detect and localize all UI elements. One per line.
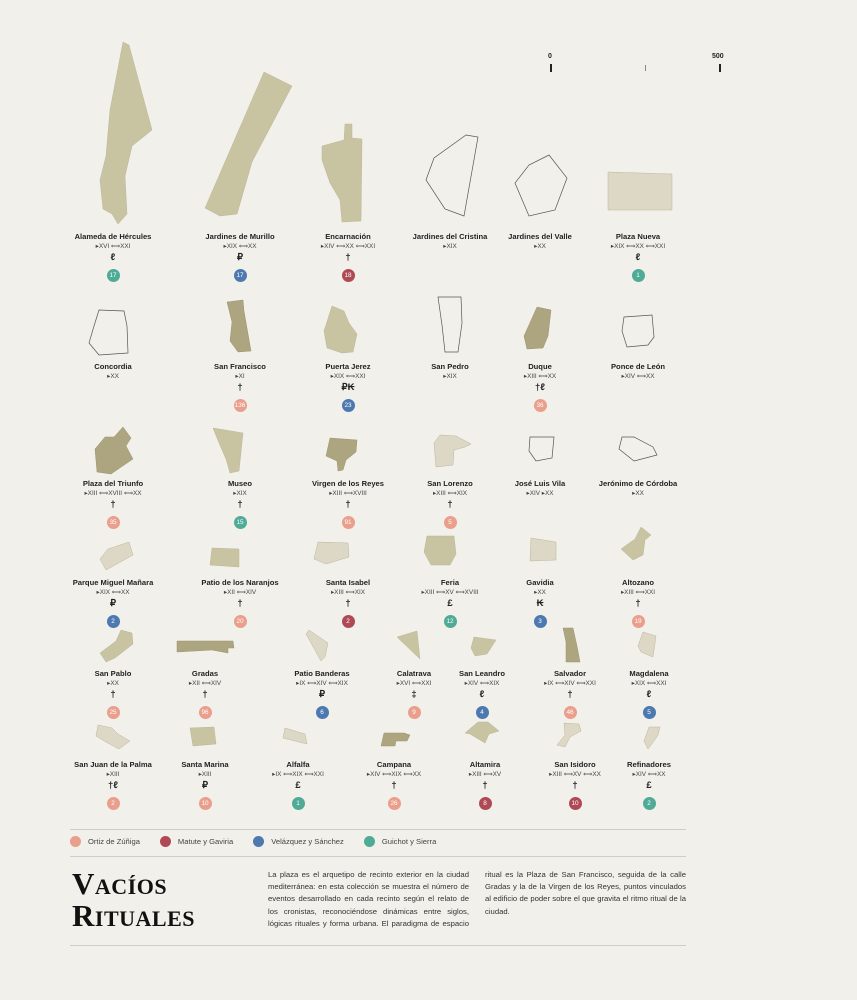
plaza-centuries: ▸XIII ⟺XIX [330,589,366,596]
plaza-item [485,578,595,628]
plaza-centuries: ▸IX ⟺XIV ⟺XIX [296,680,348,687]
plaza-centuries: ▸XIX [233,490,247,497]
event-count-badge: 17 [107,269,120,282]
legend-label: Matute y Gaviria [177,837,234,846]
plaza-item [583,232,693,282]
ritual-type-symbol: † [237,499,243,510]
plaza-name: Alfalfa [286,760,310,769]
plaza-name: Alameda de Hércules [74,232,152,241]
plaza-footprint [100,542,133,570]
ritual-type-symbol: † [447,499,453,510]
plaza-name: Ponce de León [610,362,665,371]
ritual-type-symbol: †ℓ [108,780,118,791]
plaza-footprint [621,527,651,560]
plaza-footprint [434,435,471,467]
plaza-footprint [96,725,130,749]
plaza-centuries: ▸XIV ⟺XX [632,771,666,778]
plaza-centuries: ▸XIV ⟺XX [621,373,655,380]
plaza-item [583,479,693,498]
event-count-badge: 46 [564,706,577,719]
plaza-centuries: ▸XX [107,680,119,687]
plaza-name: Altamira [469,760,501,769]
plaza-centuries: ▸XIII ⟺XVIII ⟺XX [84,490,142,497]
plaza-centuries: ▸XIX [443,373,457,380]
plaza-centuries: ▸XIII ⟺XIX [432,490,468,497]
ritual-type-symbol: ℓ [479,689,485,700]
event-count-badge: 4 [476,706,489,719]
scale-end-tick [719,64,721,72]
event-count-badge: 8 [479,797,492,810]
plaza-centuries: ▸XX [534,589,546,596]
plaza-centuries: ▸XVI ⟺XXI [396,680,432,687]
scale-start-label: 0 [548,53,552,60]
event-count-badge: 3 [534,615,547,628]
ritual-type-symbol: ℓ [635,252,641,263]
plaza-footprint [530,538,556,561]
plaza-footprint [563,628,580,662]
plaza-name: Magdalena [629,669,669,678]
plaza-name: Encarnación [325,232,371,241]
plaza-footprint [424,536,456,565]
plaza-footprint [638,632,656,657]
divider-middle [70,856,686,857]
plaza-item [485,362,595,412]
legend-item [364,836,436,847]
plaza-centuries: ▸XIII ⟺XV ⟺XX [549,771,601,778]
plaza-centuries: ▸XI [235,373,245,380]
plaza-name: Plaza del Triunfo [82,479,144,488]
event-count-badge: 1 [632,269,645,282]
plaza-footprint [644,727,660,749]
ritual-type-symbol: † [345,499,351,510]
plaza-footprint [89,310,128,355]
ritual-type-symbol: ‡ [411,689,417,700]
plaza-footprint [426,135,478,216]
plaza-item [243,760,353,810]
plaza-centuries: ▸XIII [198,771,212,778]
event-count-badge: 15 [234,516,247,529]
plaza-item [58,479,168,529]
plaza-name: Gradas [191,669,219,678]
scale-end-label: 500 [712,53,724,60]
plaza-name: San Pedro [431,362,469,371]
plaza-centuries: ▸XIII ⟺XXI [620,589,656,596]
plaza-item [594,760,704,810]
plaza-name: Patio de los Naranjos [201,578,279,587]
ritual-type-symbol: ₽ [318,689,326,700]
ritual-type-symbol: † [237,382,243,393]
plaza-footprint [283,728,307,744]
plaza-item [58,232,168,282]
event-count-badge: 2 [107,797,120,810]
plaza-item [150,669,260,719]
ritual-type-symbol: † [345,252,351,263]
ritual-type-symbol: ₽ [109,598,117,609]
plaza-footprint [306,630,328,661]
legend-dot [253,836,264,847]
plaza-centuries: ▸XIV ⟺XIX ⟺XX [366,771,422,778]
plaza-footprint [471,637,496,656]
event-count-badge: 5 [444,516,457,529]
plaza-item [185,479,295,529]
title-line-2: Rituales [72,898,195,933]
plaza-item [185,232,295,282]
event-count-badge: 19 [632,615,645,628]
plaza-footprint [324,306,357,353]
event-count-badge: 6 [316,706,329,719]
plaza-item [185,578,295,628]
plaza-item [58,578,168,628]
plaza-footprint [95,427,133,474]
plaza-name: San Isidoro [554,760,596,769]
plaza-name: Duque [528,362,552,371]
event-count-badge: 136 [234,399,247,412]
plaza-footprint [190,727,216,746]
ritual-type-symbol: † [482,780,488,791]
plaza-centuries: ▸XIX ⟺XX [223,243,257,250]
plaza-name: Virgen de los Reyes [311,479,385,488]
plaza-name: Salvador [553,669,587,678]
plaza-footprint [210,548,239,567]
scale-mid-tick [645,65,646,71]
event-count-badge: 9 [408,706,421,719]
plaza-footprint [524,307,551,349]
plaza-name: Gavidia [526,578,554,587]
plaza-footprint [438,297,462,352]
plaza-centuries: ▸XVI ⟺XXI [95,243,131,250]
event-count-badge: 36 [534,399,547,412]
plaza-footprint [622,315,654,347]
plaza-centuries: ▸XIV ⟺XX ⟺XXI [320,243,376,250]
plaza-centuries: ▸XX [107,373,119,380]
legend-item [253,836,344,847]
plaza-footprint [557,723,581,747]
ritual-type-symbol: £ [447,598,453,609]
plaza-centuries: ▸XX [534,243,546,250]
event-count-badge: 35 [107,516,120,529]
plaza-footprint [213,428,243,473]
plaza-footprint [100,630,133,662]
plaza-centuries: ▸XIV ▸XX [526,490,554,497]
plaza-name: Jardines de Murillo [205,232,275,241]
plaza-name: Santa Marina [181,760,229,769]
event-count-badge: 17 [234,269,247,282]
plaza-centuries: ▸XIII ⟺XX [523,373,557,380]
event-count-badge: 5 [643,706,656,719]
legend-item [70,836,140,847]
plaza-footprint [322,124,362,222]
plaza-name: Refinadores [627,760,671,769]
event-count-badge: 25 [107,706,120,719]
plaza-footprint [326,438,357,471]
legend-label: Velázquez y Sánchez [271,837,344,846]
plaza-centuries: ▸IX ⟺XIX ⟺XXI [272,771,324,778]
plaza-centuries: ▸XIII ⟺XV [468,771,502,778]
plaza-footprint [227,300,251,352]
plaza-name: Plaza Nueva [615,232,661,241]
plaza-item [594,669,704,719]
plaza-item [583,578,693,628]
plaza-centuries: ▸IX ⟺XIV ⟺XXI [544,680,596,687]
plaza-centuries: ▸XIII ⟺XVIII [329,490,367,497]
ritual-type-symbol: ₽₭ [341,382,355,393]
plaza-name: Feria [440,578,460,587]
plaza-footprint [608,172,672,210]
plaza-item [293,362,403,412]
event-count-badge: 2 [107,615,120,628]
description-text: La plaza es el arquetipo de recinto exterior en la ciudad mediterránea: en esta colección se muestra el número de eventos desarrollado en cada recinto según el relato de los cronistas, reconociéndose dinámicas entre siglos, lógicas rituales y forma urbana. El paradigma de espacio ritual es la Plaza de San Francisco, seguida de la calle Gradas y la de la Virgen de los Reyes, puntos vinculados al edificio de poder sobre el que gravita el ritmo ritual de la ciudad. [268,870,686,928]
plaza-footprint [177,641,234,653]
event-count-badge: 1 [292,797,305,810]
plaza-name: Concordia [94,362,132,371]
ritual-type-symbol: ₭ [536,598,544,609]
plaza-footprint [465,722,499,743]
plaza-footprint [515,155,567,216]
plaza-centuries: ▸XIII ⟺XV ⟺XVIII [421,589,479,596]
plaza-centuries: ▸XIV ⟺XIX [464,680,500,687]
event-count-badge: 18 [342,269,355,282]
legend-label: Guichot y Sierra [381,837,437,846]
plaza-footprint [619,437,657,461]
title-line-1: Vacíos [72,866,168,901]
plaza-centuries: ▸XIX ⟺XXI [631,680,667,687]
ritual-type-symbol: ℓ [110,252,116,263]
ritual-type-symbol: † [202,689,208,700]
plaza-centuries: ▸XIX ⟺XX ⟺XXI [610,243,666,250]
plaza-footprint [314,542,349,564]
legend-item [160,836,233,847]
plaza-item [583,362,693,381]
ritual-type-symbol: † [391,780,397,791]
plaza-name: José Luis Vila [514,479,566,488]
ritual-type-symbol: † [345,598,351,609]
plaza-name: Calatrava [396,669,432,678]
event-count-badge: 12 [444,615,457,628]
ritual-type-symbol: † [635,598,641,609]
legend-dot [364,836,375,847]
ritual-type-symbol: £ [295,780,301,791]
event-count-badge: 23 [342,399,355,412]
event-count-badge: 10 [199,797,212,810]
ritual-type-symbol: † [237,598,243,609]
plaza-footprint [397,631,420,659]
plaza-name: Museo [227,479,253,488]
plaza-footprint [100,42,152,224]
plaza-name: San Lorenzo [427,479,473,488]
ritual-type-symbol: £ [646,780,652,791]
plaza-centuries: ▸XX [632,490,644,497]
event-count-badge: 2 [342,615,355,628]
plaza-name: Jardines del Valle [508,232,572,241]
legend-dot [160,836,171,847]
plaza-centuries: ▸XII ⟺XIV [223,589,257,596]
scale-start-tick [550,64,552,72]
plaza-centuries: ▸XIX ⟺XXI [330,373,366,380]
plaza-name: San Francisco [214,362,266,371]
plaza-item [293,578,403,628]
plaza-name: San Leandro [459,669,505,678]
legend [70,836,456,847]
event-count-badge: 96 [199,706,212,719]
plaza-centuries: ▸XIX ⟺XX [96,589,130,596]
plaza-name: Puerta Jerez [325,362,371,371]
divider-bottom [70,945,686,946]
ritual-type-symbol: † [110,499,116,510]
divider-top [70,829,686,830]
plaza-item [185,362,295,412]
legend-dot [70,836,81,847]
plaza-name: San Juan de la Palma [74,760,152,769]
plaza-footprint [381,733,410,746]
ritual-type-symbol: ₽ [236,252,244,263]
event-count-badge: 10 [569,797,582,810]
legend-label: Ortiz de Zúñiga [88,837,140,846]
plaza-item [58,362,168,381]
plaza-item [485,479,595,498]
ritual-type-symbol: ₽ [201,780,209,791]
ritual-type-symbol: † [572,780,578,791]
plaza-item [293,232,403,282]
plaza-centuries: ▸XIX [443,243,457,250]
plaza-name: Parque Miguel Mañara [72,578,154,587]
ritual-type-symbol: ℓ [646,689,652,700]
plaza-name: Patio Banderas [294,669,350,678]
plaza-name: Jardines del Cristina [412,232,488,241]
plaza-footprint [529,437,554,461]
plaza-centuries: ▸XII ⟺XIV [188,680,222,687]
ritual-type-symbol: †ℓ [535,382,545,393]
plaza-name: San Pablo [94,669,132,678]
event-count-badge: 20 [234,615,247,628]
plaza-item [293,479,403,529]
ritual-type-symbol: † [110,689,116,700]
event-count-badge: 2 [643,797,656,810]
plaza-footprint [205,72,292,216]
plaza-centuries: ▸XIII [106,771,120,778]
plaza-name: Campana [376,760,412,769]
plaza-item [485,232,595,251]
page-title [72,868,195,932]
plaza-name: Santa Isabel [325,578,371,587]
event-count-badge: 26 [388,797,401,810]
ritual-type-symbol: † [567,689,573,700]
plaza-name: Jerónimo de Córdoba [598,479,678,488]
plaza-name: Altozano [621,578,655,587]
event-count-badge: 91 [342,516,355,529]
